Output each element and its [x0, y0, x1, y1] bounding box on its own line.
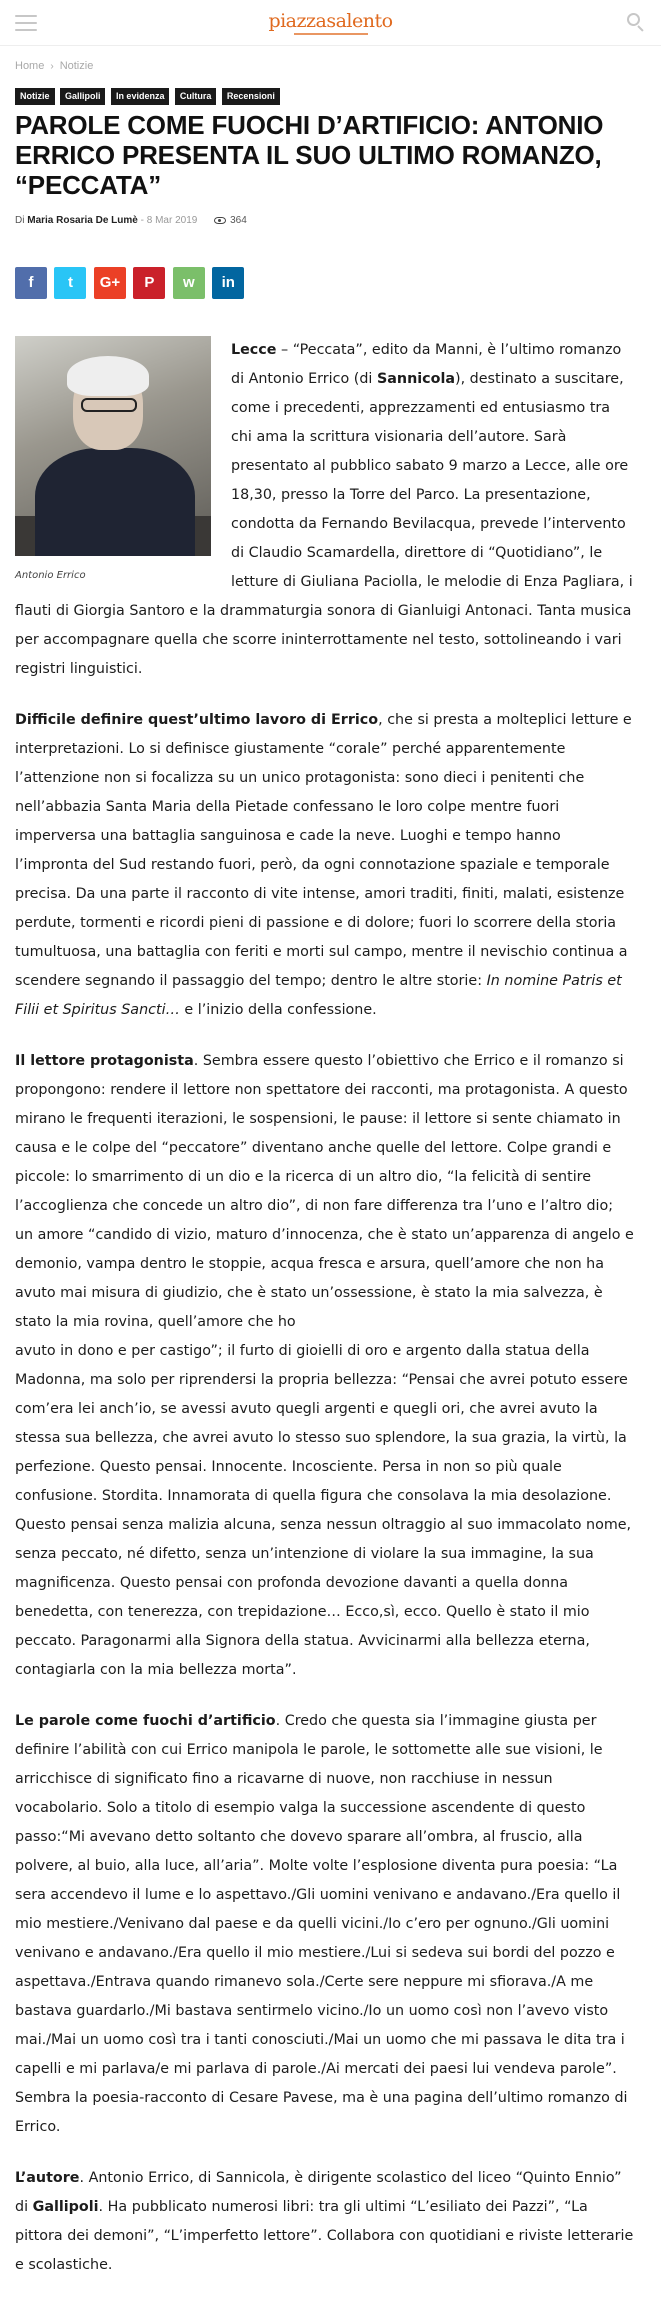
- twitter-icon: t: [67, 274, 73, 291]
- linkedin-share-button[interactable]: [212, 267, 244, 299]
- lettore-text-1: . Sembra essere questo l’obiettivo che Errico e il romanzo si propongono: rendere il lettore non spettatore dei racconti, ma protagonista. A questo mirano le frequenti iterazioni, le sospensioni, le pause: il lettore si sente chiamato in causa e le colpe del “peccatore” diventano anche quelle del lettore. Colpe grandi e piccole: lo smarrimento di un dio e la ricerca di un altro dio, “la felicità di sentire l’accoglienza che concede un altro dio”, di non fare differenza tra l’uno e l’altro dio; un amore “candido di vizio, maturo d’innocenza, che è stato un’apparenza di angelo e demonio, vampa dentro le stoppie, acqua fresca e arsura, quell’amore che non ha avuto mai misura di giudizio, che è stato un’ossessione, è stato la mia salvezza, è stato la mia rovina, quell’amore che ho: [15, 1053, 634, 1330]
- tag-notizie[interactable]: Notizie: [15, 88, 55, 105]
- author-photo[interactable]: [15, 336, 211, 556]
- whatsapp-share-button[interactable]: [173, 267, 205, 299]
- difficile-text-2: e l’inizio della confessione.: [179, 1002, 377, 1018]
- top-bar: [0, 0, 661, 46]
- autore-text-1: . Antonio Errico, di Sannicola, è dirigente scolastico del liceo “Quinto Ennio” di: [15, 2170, 622, 2215]
- byline-prefix: Di: [15, 215, 25, 226]
- breadcrumb-notizie[interactable]: Notizie: [59, 60, 94, 72]
- whatsapp-icon: w: [182, 274, 195, 291]
- difficile-text-1: , che si presta a molteplici letture e interpretazioni. Lo si definisce giustamente “corale” perché apparentemente l’attenzione non si focalizza su un unico protagonista: sono dieci i penitenti che nell’abbazia Santa Maria della Pietade confessano le loro colpe mentre fuori imperversa una battaglia sanguinosa e cade la neve. Luoghi e tempo hanno l’impronta del Sud restando fuori, però, da ogni connotazione spaziale e temporale precisa. Da una parte il racconto di vite intense, amori traditi, finiti, malati, esistenze perdute, tormenti e ricordi pieni di passione e di dolore; fuori lo scorrere della storia tumultuosa, una battaglia con feriti e morti sul campo, mentre il nevischio continua a scendere segnando il passaggio del tempo; dentro le altre storie:: [15, 712, 632, 989]
- paragraph-lettore: [15, 1047, 635, 1685]
- lettore-text-2: avuto in dono e per castigo”; il furto di gioielli di oro e argento dalla statua della Madonna, ma solo per riprendersi la propria bellezza: “Pensai che avrei potuto essere com’era lei anch’io, se avessi avuto quegli argenti e quegli ori, che avrei avuto la stessa sua bellezza, che avrei avuto lo stesso suo splendore, la sua grazia, la virtù, la perfezione. Questo pensai. Innocente. Incosciente. Persa in non so più quale confusione. Stordita. Innamorata di quella figura che consolava la mia desolazione. Questo pensai senza malizia alcuna, senza nessun oltraggio al suo immacolato nome, senza peccato, né difetto, senza un’intenzione di violare la sua immagine, la sua magnificenza. Questo pensai con profonda devozione davanti a quella donna benedetta, con tenerezza, con trepidazione… Ecco,sì, ecco. Quello è stato il mio peccato. Paragonarmi alla Signora della statua. Avvicinarmi alla bellezza eterna, contagiarla con la mia bellezza morta”.: [15, 1343, 632, 1678]
- publish-date: 8 Mar 2019: [146, 215, 198, 226]
- search-icon[interactable]: [627, 13, 645, 31]
- latin-quote: In nomine Patris et Filii et Spiritus Sancti…: [15, 973, 622, 1018]
- section-heading-parole: Le parole come fuochi d’artificio: [15, 1713, 276, 1729]
- article-body: [15, 336, 635, 2302]
- parole-text: . Credo che questa sia l’immagine giusta per definire l’abilità con cui Errico manipola le parole, le sottomette alle sue visioni, le arricchisce di significato fino a ricavarne di nuove, non racchiuse in nessun vocabolario. Solo a titolo di esempio valga la successione ascendente di questo passo:“Mi avevano detto soltanto che dovevo sparare all’ombra, al fruscio, alla polvere, al buio, alla luce, all’aria”. Molte volte l’esplosione diventa pura poesia: “La sera accendevo il lume e lo aspettavo./Gli uomini venivano e andavano./Era quello il mio mestiere./Venivano dal paese e da quelli vicini./Io c’ero per ognuno./Gli uomini venivano e andavano./Era quello il mio mestiere./Lui si sedeva sui bordi del pozzo e aspettava./Entrava quando rimanevo sola./Certe sere neppure mi sfiorava./A me bastava guardarlo./Mi bastava sentirmelo vicino./Io un uomo così non l’avevo visto mai./Mai un uomo così tra i tanti conosciuti./Mai un uomo che mi passava le dita tra i capelli e mi parlava/e mi parlava di parole./Ai mercati dei paesi lui vendeva parole”. Sembra la poesia-racconto di Cesare Pavese, ma è una pagina dell’ultimo romanzo di Errico.: [15, 1713, 628, 2135]
- section-heading-difficile: Difficile definire quest’ultimo lavoro di Errico: [15, 712, 379, 728]
- google-plus-share-button[interactable]: [94, 267, 126, 299]
- author-figure: [15, 336, 211, 590]
- autore-text-2: . Ha pubblicato numerosi libri: tra gli ultimi “L’esiliato dei Pazzi”, “La pittora dei demoni”, “L’imperfetto lettore”. Collabora con quotidiani e riviste letterarie e scolastiche.: [15, 2199, 634, 2273]
- tag-gallipoli[interactable]: Gallipoli: [60, 88, 106, 105]
- breadcrumb: [0, 46, 661, 72]
- tag-in-evidenza[interactable]: In evidenza: [111, 88, 170, 105]
- location-lecce: Lecce: [231, 342, 277, 358]
- article-meta: [0, 200, 661, 226]
- paragraph-parole: [15, 1707, 635, 2142]
- intro-text-1: – “Peccata”, edito da Manni, è l’ultimo romanzo di Antonio Errico (di: [231, 342, 622, 387]
- linkedin-icon: in: [221, 274, 235, 291]
- section-heading-lettore: Il lettore protagonista: [15, 1053, 194, 1069]
- view-count-value: 364: [230, 215, 247, 226]
- date-separator: -: [140, 215, 144, 226]
- breadcrumb-separator-icon: ›: [50, 61, 54, 72]
- eye-icon: [214, 217, 226, 224]
- section-heading-autore: L’autore: [15, 2170, 80, 2186]
- breadcrumb-home[interactable]: Home: [15, 60, 45, 72]
- facebook-icon: f: [28, 274, 34, 291]
- photo-caption: Antonio Errico: [15, 570, 86, 581]
- site-logo[interactable]: piazzasalento: [0, 10, 661, 35]
- intro-text-2: ), destinato a suscitare, come i precedenti, apprezzamenti ed entusiasmo tra chi ama la scrittura visionaria dell’autore. Sarà presentato al pubblico sabato 9 marzo a Lecce, alle ore 18,30, presso la Torre del Parco. La presentazione, condotta da Fernando Bevilacqua, prevede l’intervento di Claudio Scamardella, direttore di “Quotidiano”, le letture di Giuliana Paciolla, le melodie di Enza Pagliara, i flauti di Giorgia Santoro e la drammaturgia sonora di Gianluigi Antonaci. Tanta musica per accompagnare quella che scorre ininterrottamente nel testo, sottolineando i vari registri linguistici.: [15, 371, 633, 677]
- pinterest-icon: P: [144, 274, 155, 291]
- location-gallipoli: Gallipoli: [32, 2199, 99, 2215]
- twitter-share-button[interactable]: [54, 267, 86, 299]
- view-count: [214, 215, 247, 226]
- author-link[interactable]: Maria Rosaria De Lumè: [27, 215, 138, 226]
- google-plus-icon: G+: [99, 274, 121, 291]
- paragraph-autore: [15, 2164, 635, 2280]
- article-title: PAROLE COME FUOCHI D’ARTIFICIO: ANTONIO ERRICO PRESENTA IL SUO ULTIMO ROMANZO, “PECCATA”: [15, 110, 604, 200]
- tag-recensioni[interactable]: Recensioni: [222, 88, 280, 105]
- tag-cultura[interactable]: Cultura: [175, 88, 217, 105]
- category-tags: [0, 72, 661, 105]
- facebook-share-button[interactable]: [15, 267, 47, 299]
- pinterest-share-button[interactable]: [133, 267, 165, 299]
- paragraph-difficile: [15, 706, 635, 1025]
- location-sannicola: Sannicola: [376, 371, 455, 387]
